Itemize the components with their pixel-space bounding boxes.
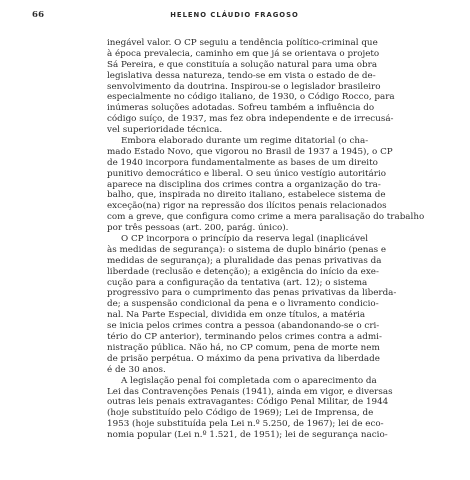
text-line: legislativa dessa natureza, tendo-se em vista o estado de de- <box>107 70 376 81</box>
text-line: por três pessoas (art. 200, parág. único). <box>107 223 289 234</box>
text-line: à época prevalecia, caminho em que já se orientava o projeto <box>107 48 380 59</box>
text-line: aparece na disciplina dos crimes contra a organização do tra- <box>107 179 381 190</box>
text-line: 1953 (hoje substituída pela Lei n.º 5.250, de 1967); lei de eco- <box>107 419 384 430</box>
body-text <box>107 38 435 441</box>
text-line: código suíço, de 1937, mas fez obra independente e de irrecusá- <box>107 114 394 125</box>
text-line: especialmente no código italiano, de 1930, o Código Rocco, para <box>107 92 395 103</box>
text-line: liberdade (reclusão e detenção); a exigência do início da exe- <box>107 266 379 277</box>
text-line: senvolvimento da doutrina. Inspirou-se o legislador brasileiro <box>107 81 381 92</box>
text-line: é de 30 anos. <box>107 364 166 375</box>
paragraph <box>107 376 435 441</box>
text-line: Embora elaborado durante um regime ditatorial (o cha- <box>121 136 369 147</box>
text-line: vel superioridade técnica. <box>107 125 223 136</box>
text-line: de prisão perpétua. O máximo da pena privativa da liberdade <box>107 353 380 364</box>
text-line: nal. Na Parte Especial, dividida em onze títulos, a matéria <box>107 310 366 321</box>
text-line: cução para a configuração da tentativa (art. 12); o sistema <box>107 277 368 288</box>
text-line: com a greve, que configura como crime a mera paralisação do trabalho <box>107 212 425 223</box>
paragraph <box>107 38 435 136</box>
text-line: inegável valor. O CP seguiu a tendência político-criminal que <box>107 38 378 48</box>
text-line: mado Estado Novo, que vigorou no Brasil de 1937 a 1945), o CP <box>107 146 393 157</box>
text-line: tério do CP anterior), terminando pelos crimes contra a admi- <box>107 332 382 343</box>
text-line: Sá Pereira, e que constituía a solução natural para uma obra <box>107 59 378 70</box>
text-line: outras leis penais extravagantes: Código Penal Militar, de 1944 <box>107 397 389 408</box>
paragraph <box>107 136 435 234</box>
page-number: 66 <box>32 10 45 20</box>
text-line: (hoje substituído pelo Código de 1969); Lei de Imprensa, de <box>107 408 374 419</box>
text-line: de; a suspensão condicional da pena e o livramento condicio- <box>107 299 379 310</box>
text-line: A legislação penal foi completada com o aparecimento da <box>121 375 377 386</box>
text-line: de 1940 incorpora fundamentalmente as bases de um direito <box>107 157 378 168</box>
text-line: O CP incorpora o princípio da reserva legal (inaplicável <box>121 234 368 245</box>
page-header <box>32 10 437 24</box>
text-line: às medidas de segurança): o sistema de duplo binário (penas e <box>107 244 387 255</box>
text-line: Lei das Contravenções Penais (1941), ainda em vigor, e diversas <box>107 386 393 397</box>
text-line: progressivo para o cumprimento das penas privativas da liberda- <box>107 288 397 299</box>
text-line: nistração pública. Não há, no CP comum, pena de morte nem <box>107 342 380 353</box>
text-line: inúmeras soluções adotadas. Sofreu também a influência do <box>107 103 375 114</box>
running-head: HELENO CLÁUDIO FRAGOSO <box>170 11 299 19</box>
text-line: nomia popular (Lei n.º 1.521, de 1951); lei de segurança nacio- <box>107 430 388 441</box>
text-line: exceção(na) rigor na repressão dos ilícitos penais relacionados <box>107 201 387 212</box>
text-line: balho, que, inspirada no direito italiano, estabelece sistema de <box>107 190 386 201</box>
paragraph <box>107 234 435 376</box>
text-line: medidas de segurança); a pluralidade das penas privativas da <box>107 255 382 266</box>
text-line: se inicia pelos crimes contra a pessoa (abandonando-se o cri- <box>107 321 380 332</box>
text-line: punitivo democrático e liberal. O seu único vestígio autoritário <box>107 168 387 179</box>
